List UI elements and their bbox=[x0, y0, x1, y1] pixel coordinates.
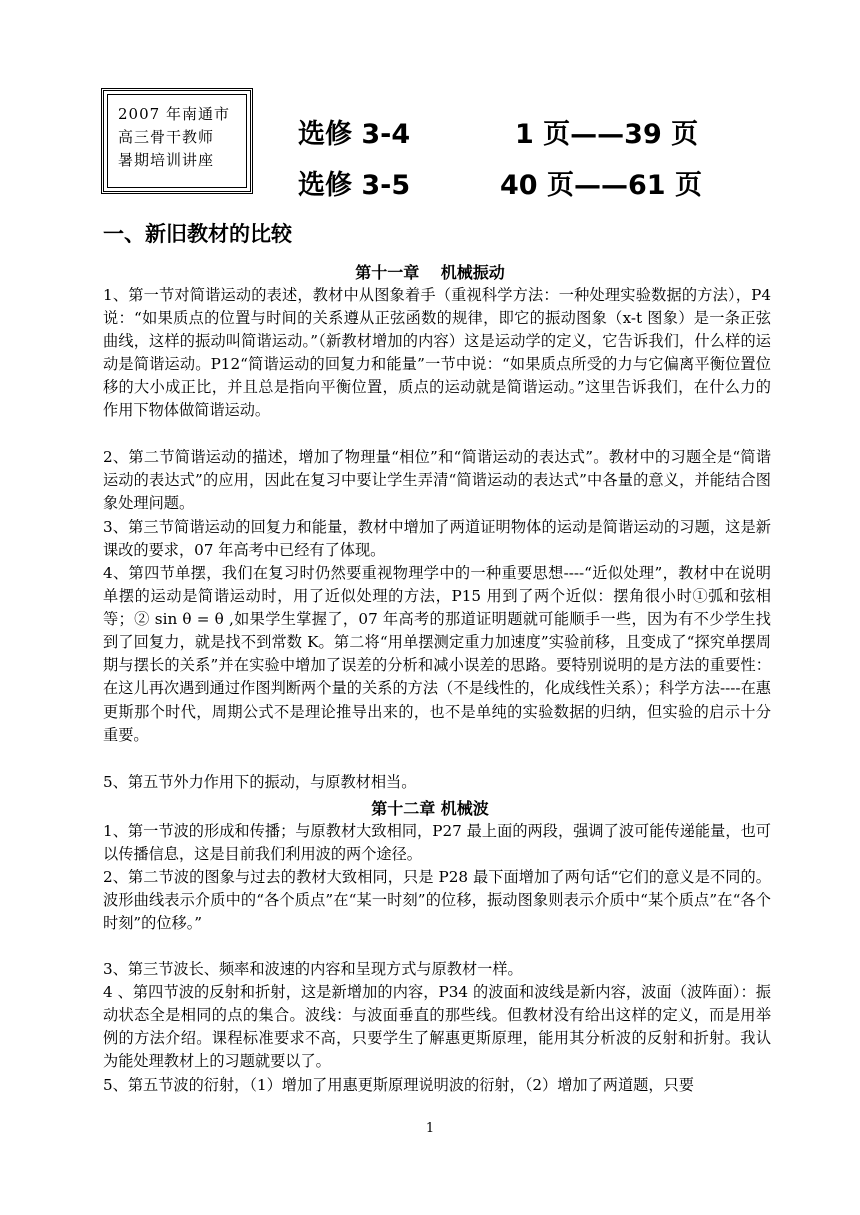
paragraph: 4 、第四节波的反射和折射，这是新增加的内容，P34 的波面和波线是新内容，波面（波阵面）：振动状态全是相同的点的集合。波线：与波面垂直的那些线。但教材没有给出这样的定义，而是用举例的方法介绍。课程标准要求不高，只要学生了解惠更斯原理，能用其分析波的反射和折射。我认为能处理教材上的习题就要以了。 bbox=[103, 983, 771, 1071]
header-box-line: 暑期培训讲座 bbox=[118, 151, 215, 169]
paragraph: 4、第四节单摆，我们在复习时仍然要重视物理学中的一种重要思想----“近似处理”，教材中在说明单摆的运动是简谐运动时，用了近似处理的方法，P15 用到了两个近似：摆角很小时①弧和弦相等；② sin θ = θ ,如果学生掌握了，07 年高考的那道证明题就可能顺手一些，因为有不少学生找到了回复力，就是找不到常数 K。第二将“用单摆测定重力加速度”实验前移，且变成了“探究单摆周期与摆长的关系”并在实验中增加了误差的分析和减小误差的思路。要特别说明的是方法的重要性：在这儿再次遇到通过作图判断两个量的关系的方法（不是线性的，化成线性关系）；科学方法----在惠更斯那个时代，周期公式不是理论推导出来的，也不是单纯的实验数据的归纳，但实验的启示十分重要。 bbox=[103, 564, 771, 744]
paragraph: 5、第五节外力作用下的振动，与原教材相当。 bbox=[103, 773, 417, 791]
paragraph: 3、第三节波长、频率和波速的内容和呈现方式与原教材一样。 bbox=[103, 960, 523, 978]
paragraph: 5、第五节波的衍射，（1）增加了用惠更斯原理说明波的衍射，（2）增加了两道题，只要 bbox=[103, 1076, 694, 1094]
course-pages: 40 页——61 页 bbox=[500, 170, 702, 201]
course-pages: 1 页——39 页 bbox=[515, 119, 699, 150]
course-name: 选修 3-5 bbox=[298, 170, 411, 201]
paragraph: 1、第一节波的形成和传播；与原教材大致相同，P27 最上面的两段，强调了波可能传递能量，也可以传播信息，这是目前我们利用波的两个途径。 bbox=[103, 822, 771, 864]
course-name: 选修 3-4 bbox=[298, 119, 411, 150]
page-number: 1 bbox=[425, 1121, 435, 1136]
chapter-title: 第十一章 机械振动 bbox=[355, 263, 505, 282]
paragraph: 3、第三节简谐运动的回复力和能量，教材中增加了两道证明物体的运动是简谐运动的习题，这是新课改的要求，07 年高考中已经有了体现。 bbox=[103, 518, 771, 560]
paragraph: 1、第一节对简谐运动的表述，教材中从图象着手（重视科学方法：一种处理实验数据的方法），P4 说：“如果质点的位置与时间的关系遵从正弦函数的规律，即它的振动图象（x-t 图象）是一条正弦曲线，这样的振动叫简谐运动。”（新教材增加的内容）这是运动学的定义，它告诉我们，什么样的运动是简谐运动。P12“简谐运动的回复力和能量”一节中说：“如果质点所受的力与它偏离平衡位置位移的大小成正比，并且总是指向平衡位置，质点的运动就是简谐运动。”这里告诉我们，在什么力的作用下物体做简谐运动。 bbox=[103, 286, 771, 420]
header-box-inner bbox=[107, 94, 247, 188]
chapter-title: 第十二章 机械波 bbox=[371, 799, 489, 818]
section-heading: 一、新旧教材的比较 bbox=[103, 222, 292, 246]
paragraph: 2、第二节波的图象与过去的教材大致相同，只是 P28 最下面增加了两句话“它们的意义是不同的。波形曲线表示介质中的“各个质点”在“某一时刻”的位移，振动图象则表示介质中“某个质点”在“各个时刻”的位移。” bbox=[103, 868, 771, 933]
header-box-line: 2007 年南通市 bbox=[118, 105, 230, 123]
paragraph: 2、第二节简谐运动的描述，增加了物理量“相位”和“简谐运动的表达式”。教材中的习题全是“简谐运动的表达式”的应用，因此在复习中要让学生弄清“简谐运动的表达式”中各量的意义，并能结合图象处理问题。 bbox=[103, 448, 771, 513]
header-box bbox=[101, 88, 253, 194]
header-box-line: 高三骨干教师 bbox=[118, 128, 215, 146]
